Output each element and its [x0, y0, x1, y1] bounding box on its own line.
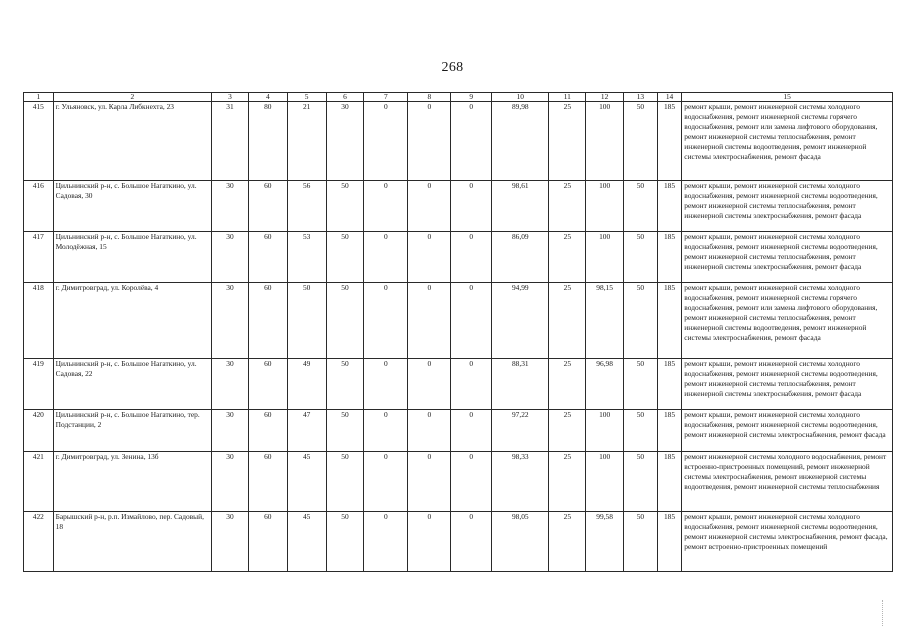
column-number: 8	[408, 93, 451, 102]
value-cell: 60	[248, 283, 287, 359]
value-cell: 50	[624, 181, 658, 232]
column-number: 9	[451, 93, 492, 102]
value-cell: 50	[326, 283, 364, 359]
value-cell: 80	[248, 102, 287, 181]
value-cell: 0	[364, 512, 408, 572]
value-cell: 0	[408, 359, 451, 410]
value-cell: 0	[364, 102, 408, 181]
value-cell: 25	[549, 283, 586, 359]
value-cell: 30	[326, 102, 364, 181]
value-cell: 0	[408, 181, 451, 232]
value-cell: 45	[287, 512, 326, 572]
value-cell: 89,98	[492, 102, 549, 181]
value-cell: 0	[451, 102, 492, 181]
column-number: 13	[624, 93, 658, 102]
value-cell: 50	[326, 410, 364, 452]
value-cell: 0	[408, 452, 451, 512]
value-cell: 50	[326, 359, 364, 410]
value-cell: 56	[287, 181, 326, 232]
value-cell: 60	[248, 512, 287, 572]
address-cell: Цильнинский р-н, с. Большое Нагаткино, тер. Подстанции, 2	[53, 410, 211, 452]
value-cell: 0	[364, 283, 408, 359]
value-cell: 25	[549, 410, 586, 452]
value-cell: 0	[451, 452, 492, 512]
value-cell: 60	[248, 232, 287, 283]
value-cell: 30	[212, 181, 249, 232]
address-cell: Цильнинский р-н, с. Большое Нагаткино, ул. Садовая, 30	[53, 181, 211, 232]
row-number-cell: 416	[24, 181, 54, 232]
table-row	[24, 410, 893, 452]
row-number-cell: 422	[24, 512, 54, 572]
value-cell: 50	[624, 232, 658, 283]
value-cell: 0	[364, 410, 408, 452]
value-cell: 98,61	[492, 181, 549, 232]
column-number: 15	[682, 93, 893, 102]
value-cell: 0	[364, 359, 408, 410]
column-number: 6	[326, 93, 364, 102]
value-cell: 185	[657, 359, 682, 410]
value-cell: 99,58	[586, 512, 624, 572]
address-cell: г. Ульяновск, ул. Карла Либкнехта, 23	[53, 102, 211, 181]
value-cell: 0	[451, 512, 492, 572]
repair-program-table	[23, 92, 893, 572]
value-cell: 185	[657, 410, 682, 452]
value-cell: 0	[364, 232, 408, 283]
scan-edge-mark	[882, 600, 895, 626]
value-cell: 50	[326, 512, 364, 572]
value-cell: 25	[549, 232, 586, 283]
address-cell: Цильнинский р-н, с. Большое Нагаткино, ул. Садовая, 22	[53, 359, 211, 410]
value-cell: 0	[364, 452, 408, 512]
value-cell: 47	[287, 410, 326, 452]
value-cell: 100	[586, 232, 624, 283]
value-cell: 100	[586, 410, 624, 452]
value-cell: 25	[549, 181, 586, 232]
column-number: 10	[492, 93, 549, 102]
value-cell: 0	[451, 181, 492, 232]
table-row	[24, 512, 893, 572]
works-cell: ремонт крыши, ремонт инженерной системы холодного водоснабжения, ремонт инженерной системы водоотведения, ремонт инженерной системы теплоснабжения, ремонт инженерной системы электроснабжения, ремонт фасада	[682, 359, 893, 410]
column-number: 12	[586, 93, 624, 102]
value-cell: 0	[451, 232, 492, 283]
value-cell: 50	[326, 181, 364, 232]
value-cell: 98,15	[586, 283, 624, 359]
table-body	[24, 93, 893, 572]
value-cell: 185	[657, 181, 682, 232]
table-row	[24, 283, 893, 359]
value-cell: 50	[624, 283, 658, 359]
value-cell: 25	[549, 452, 586, 512]
value-cell: 97,22	[492, 410, 549, 452]
address-cell: г. Димитровград, ул. Королёва, 4	[53, 283, 211, 359]
works-cell: ремонт крыши, ремонт инженерной системы холодного водоснабжения, ремонт инженерной системы водоотведения, ремонт инженерной системы теплоснабжения, ремонт инженерной системы электроснабжения, ремонт фасада	[682, 181, 893, 232]
column-number: 4	[248, 93, 287, 102]
value-cell: 0	[451, 283, 492, 359]
column-number: 2	[53, 93, 211, 102]
value-cell: 0	[408, 102, 451, 181]
row-number-cell: 415	[24, 102, 54, 181]
value-cell: 0	[451, 410, 492, 452]
value-cell: 50	[624, 452, 658, 512]
row-number-cell: 420	[24, 410, 54, 452]
table-row	[24, 359, 893, 410]
table-row	[24, 232, 893, 283]
value-cell: 30	[212, 232, 249, 283]
column-number: 5	[287, 93, 326, 102]
value-cell: 30	[212, 452, 249, 512]
value-cell: 88,31	[492, 359, 549, 410]
value-cell: 25	[549, 512, 586, 572]
value-cell: 50	[624, 512, 658, 572]
address-cell: Цильнинский р-н, с. Большое Нагаткино, ул. Молодёжная, 15	[53, 232, 211, 283]
value-cell: 94,99	[492, 283, 549, 359]
row-number-cell: 417	[24, 232, 54, 283]
value-cell: 60	[248, 181, 287, 232]
works-cell: ремонт крыши, ремонт инженерной системы холодного водоснабжения, ремонт инженерной системы водоотведения, ремонт инженерной системы электроснабжения, ремонт фасада	[682, 410, 893, 452]
column-number: 14	[657, 93, 682, 102]
address-cell: Барышский р-н, р.п. Измайлово, пер. Садовый, 18	[53, 512, 211, 572]
value-cell: 50	[624, 102, 658, 181]
value-cell: 45	[287, 452, 326, 512]
column-number: 3	[212, 93, 249, 102]
value-cell: 25	[549, 359, 586, 410]
value-cell: 60	[248, 359, 287, 410]
table-row	[24, 181, 893, 232]
column-number: 11	[549, 93, 586, 102]
value-cell: 50	[287, 283, 326, 359]
value-cell: 98,05	[492, 512, 549, 572]
address-cell: г. Димитровград, ул. Зенина, 13б	[53, 452, 211, 512]
value-cell: 185	[657, 452, 682, 512]
value-cell: 0	[408, 410, 451, 452]
value-cell: 50	[624, 359, 658, 410]
value-cell: 50	[326, 232, 364, 283]
value-cell: 60	[248, 410, 287, 452]
value-cell: 185	[657, 512, 682, 572]
value-cell: 100	[586, 102, 624, 181]
works-cell: ремонт инженерной системы холодного водоснабжения, ремонт встроенно-пристроенных помещений, ремонт инженерной системы электроснабжения, ремонт инженерной системы водоотведения, ремонт инженерной системы теплоснабжения	[682, 452, 893, 512]
value-cell: 185	[657, 283, 682, 359]
value-cell: 50	[326, 452, 364, 512]
value-cell: 53	[287, 232, 326, 283]
works-cell: ремонт крыши, ремонт инженерной системы холодного водоснабжения, ремонт инженерной системы горячего водоснабжения, ремонт или замена лифтового оборудования, ремонт инженерной системы теплоснабжения, ремонт инженерной системы водоотведения, ремонт инженерной системы электроснабжения, ремонт фасада	[682, 283, 893, 359]
value-cell: 30	[212, 283, 249, 359]
works-cell: ремонт крыши, ремонт инженерной системы холодного водоснабжения, ремонт инженерной системы водоотведения, ремонт инженерной системы электроснабжения, ремонт фасада, ремонт встроенно-пристроенных помещений	[682, 512, 893, 572]
value-cell: 96,98	[586, 359, 624, 410]
value-cell: 60	[248, 452, 287, 512]
table-row	[24, 452, 893, 512]
value-cell: 50	[624, 410, 658, 452]
value-cell: 0	[408, 283, 451, 359]
value-cell: 0	[364, 181, 408, 232]
value-cell: 21	[287, 102, 326, 181]
value-cell: 100	[586, 452, 624, 512]
column-number: 1	[24, 93, 54, 102]
value-cell: 30	[212, 512, 249, 572]
value-cell: 185	[657, 102, 682, 181]
value-cell: 98,33	[492, 452, 549, 512]
works-cell: ремонт крыши, ремонт инженерной системы холодного водоснабжения, ремонт инженерной системы горячего водоснабжения, ремонт или замена лифтового оборудования, ремонт инженерной системы теплоснабжения, ремонт инженерной системы водоотведения, ремонт инженерной системы электроснабжения, ремонт фасада	[682, 102, 893, 181]
table-row	[24, 102, 893, 181]
value-cell: 0	[408, 232, 451, 283]
row-number-cell: 419	[24, 359, 54, 410]
value-cell: 0	[408, 512, 451, 572]
value-cell: 31	[212, 102, 249, 181]
page-number: 268	[441, 60, 464, 75]
value-cell: 30	[212, 359, 249, 410]
works-cell: ремонт крыши, ремонт инженерной системы холодного водоснабжения, ремонт инженерной системы водоотведения, ремонт инженерной системы теплоснабжения, ремонт инженерной системы электроснабжения, ремонт фасада	[682, 232, 893, 283]
row-number-cell: 421	[24, 452, 54, 512]
value-cell: 0	[451, 359, 492, 410]
value-cell: 30	[212, 410, 249, 452]
column-number: 7	[364, 93, 408, 102]
value-cell: 86,09	[492, 232, 549, 283]
value-cell: 100	[586, 181, 624, 232]
row-number-cell: 418	[24, 283, 54, 359]
column-number-row	[24, 93, 893, 102]
value-cell: 25	[549, 102, 586, 181]
value-cell: 49	[287, 359, 326, 410]
value-cell: 185	[657, 232, 682, 283]
